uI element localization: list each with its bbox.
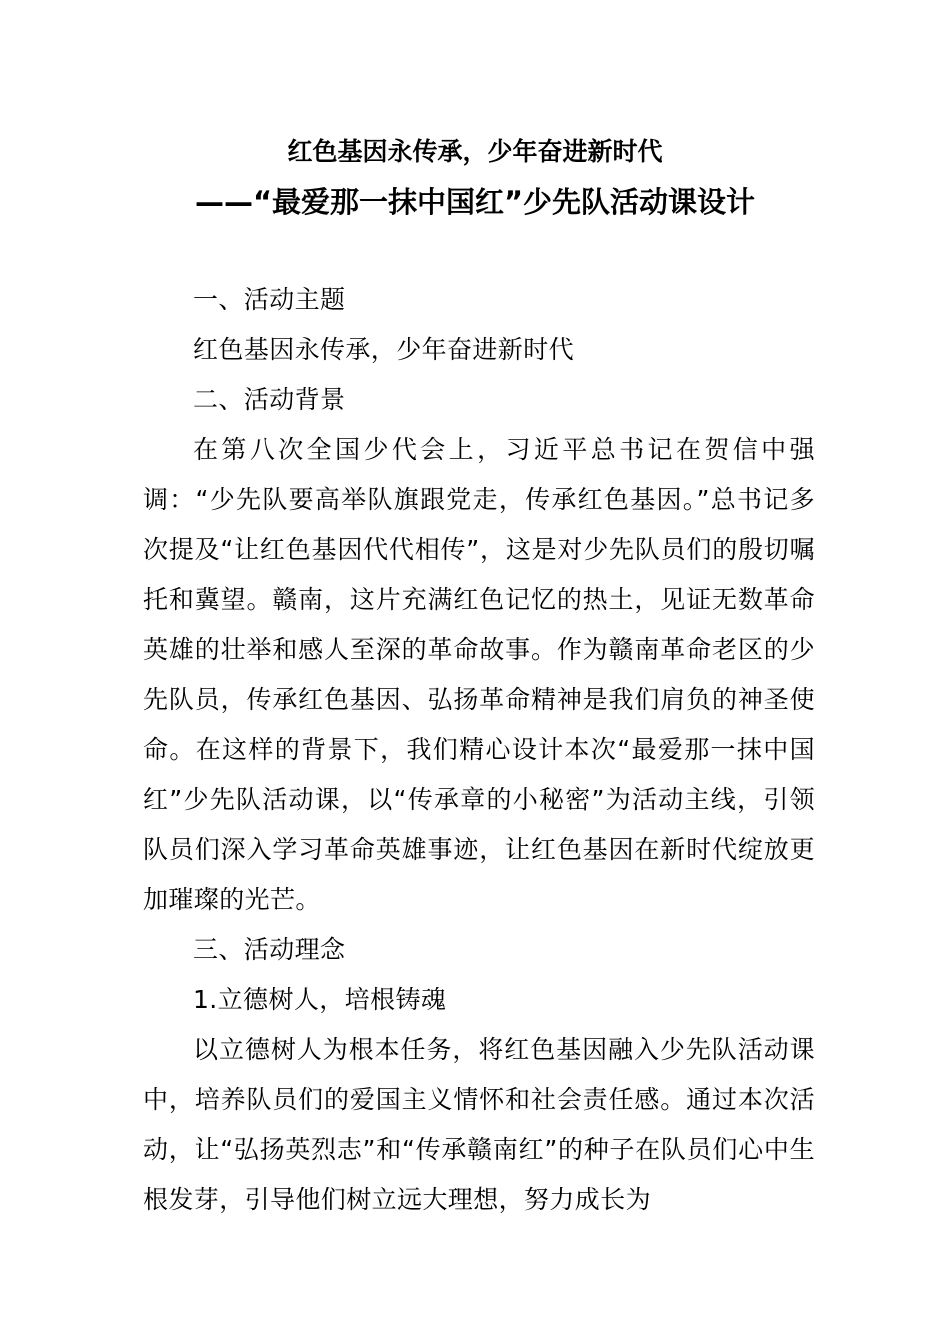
background-paragraph: 在第八次全国少代会上，习近平总书记在贺信中强调：“少先队要高举队旗跟党走，传承红色基因。”总书记多次提及“让红色基因代代相传”，这是对少先队员们的殷切嘱托和冀望。赣南，这片充满红色记忆的热土，见证无数革命英雄的壮举和感人至深的革命故事。作为赣南革命老区的少先队员，传承红色基因、弘扬革命精神是我们肩负的神圣使命。在这样的背景下，我们精心设计本次“最爱那一抹中国红”少先队活动课，以“传承章的小秘密”为活动主线，引领队员们深入学习革命英雄事迹，让红色基因在新时代绽放更加璀璨的光芒。 bbox=[143, 435, 815, 914]
document-body bbox=[143, 275, 815, 1225]
theme-paragraph: 红色基因永传承，少年奋进新时代 bbox=[193, 335, 575, 364]
section-heading-background: 二、活动背景 bbox=[193, 385, 346, 414]
section-heading-theme: 一、活动主题 bbox=[193, 285, 346, 314]
concept-paragraph: 以立德树人为根本任务，将红色基因融入少先队活动课中，培养队员们的爱国主义情怀和社会责任感。通过本次活动，让“弘扬英烈志”和“传承赣南红”的种子在队员们心中生根发芽，引导他们树立远大理想，努力成长为 bbox=[143, 1035, 815, 1214]
subheading-lide-shuren: 1.立德树人，培根铸魂 bbox=[193, 985, 447, 1014]
section-heading-concept: 三、活动理念 bbox=[193, 935, 346, 964]
document-title: 红色基因永传承，少年奋进新时代 bbox=[287, 137, 663, 166]
document-subtitle: ——“最爱那一抹中国红”少先队活动课设计 bbox=[194, 185, 756, 219]
